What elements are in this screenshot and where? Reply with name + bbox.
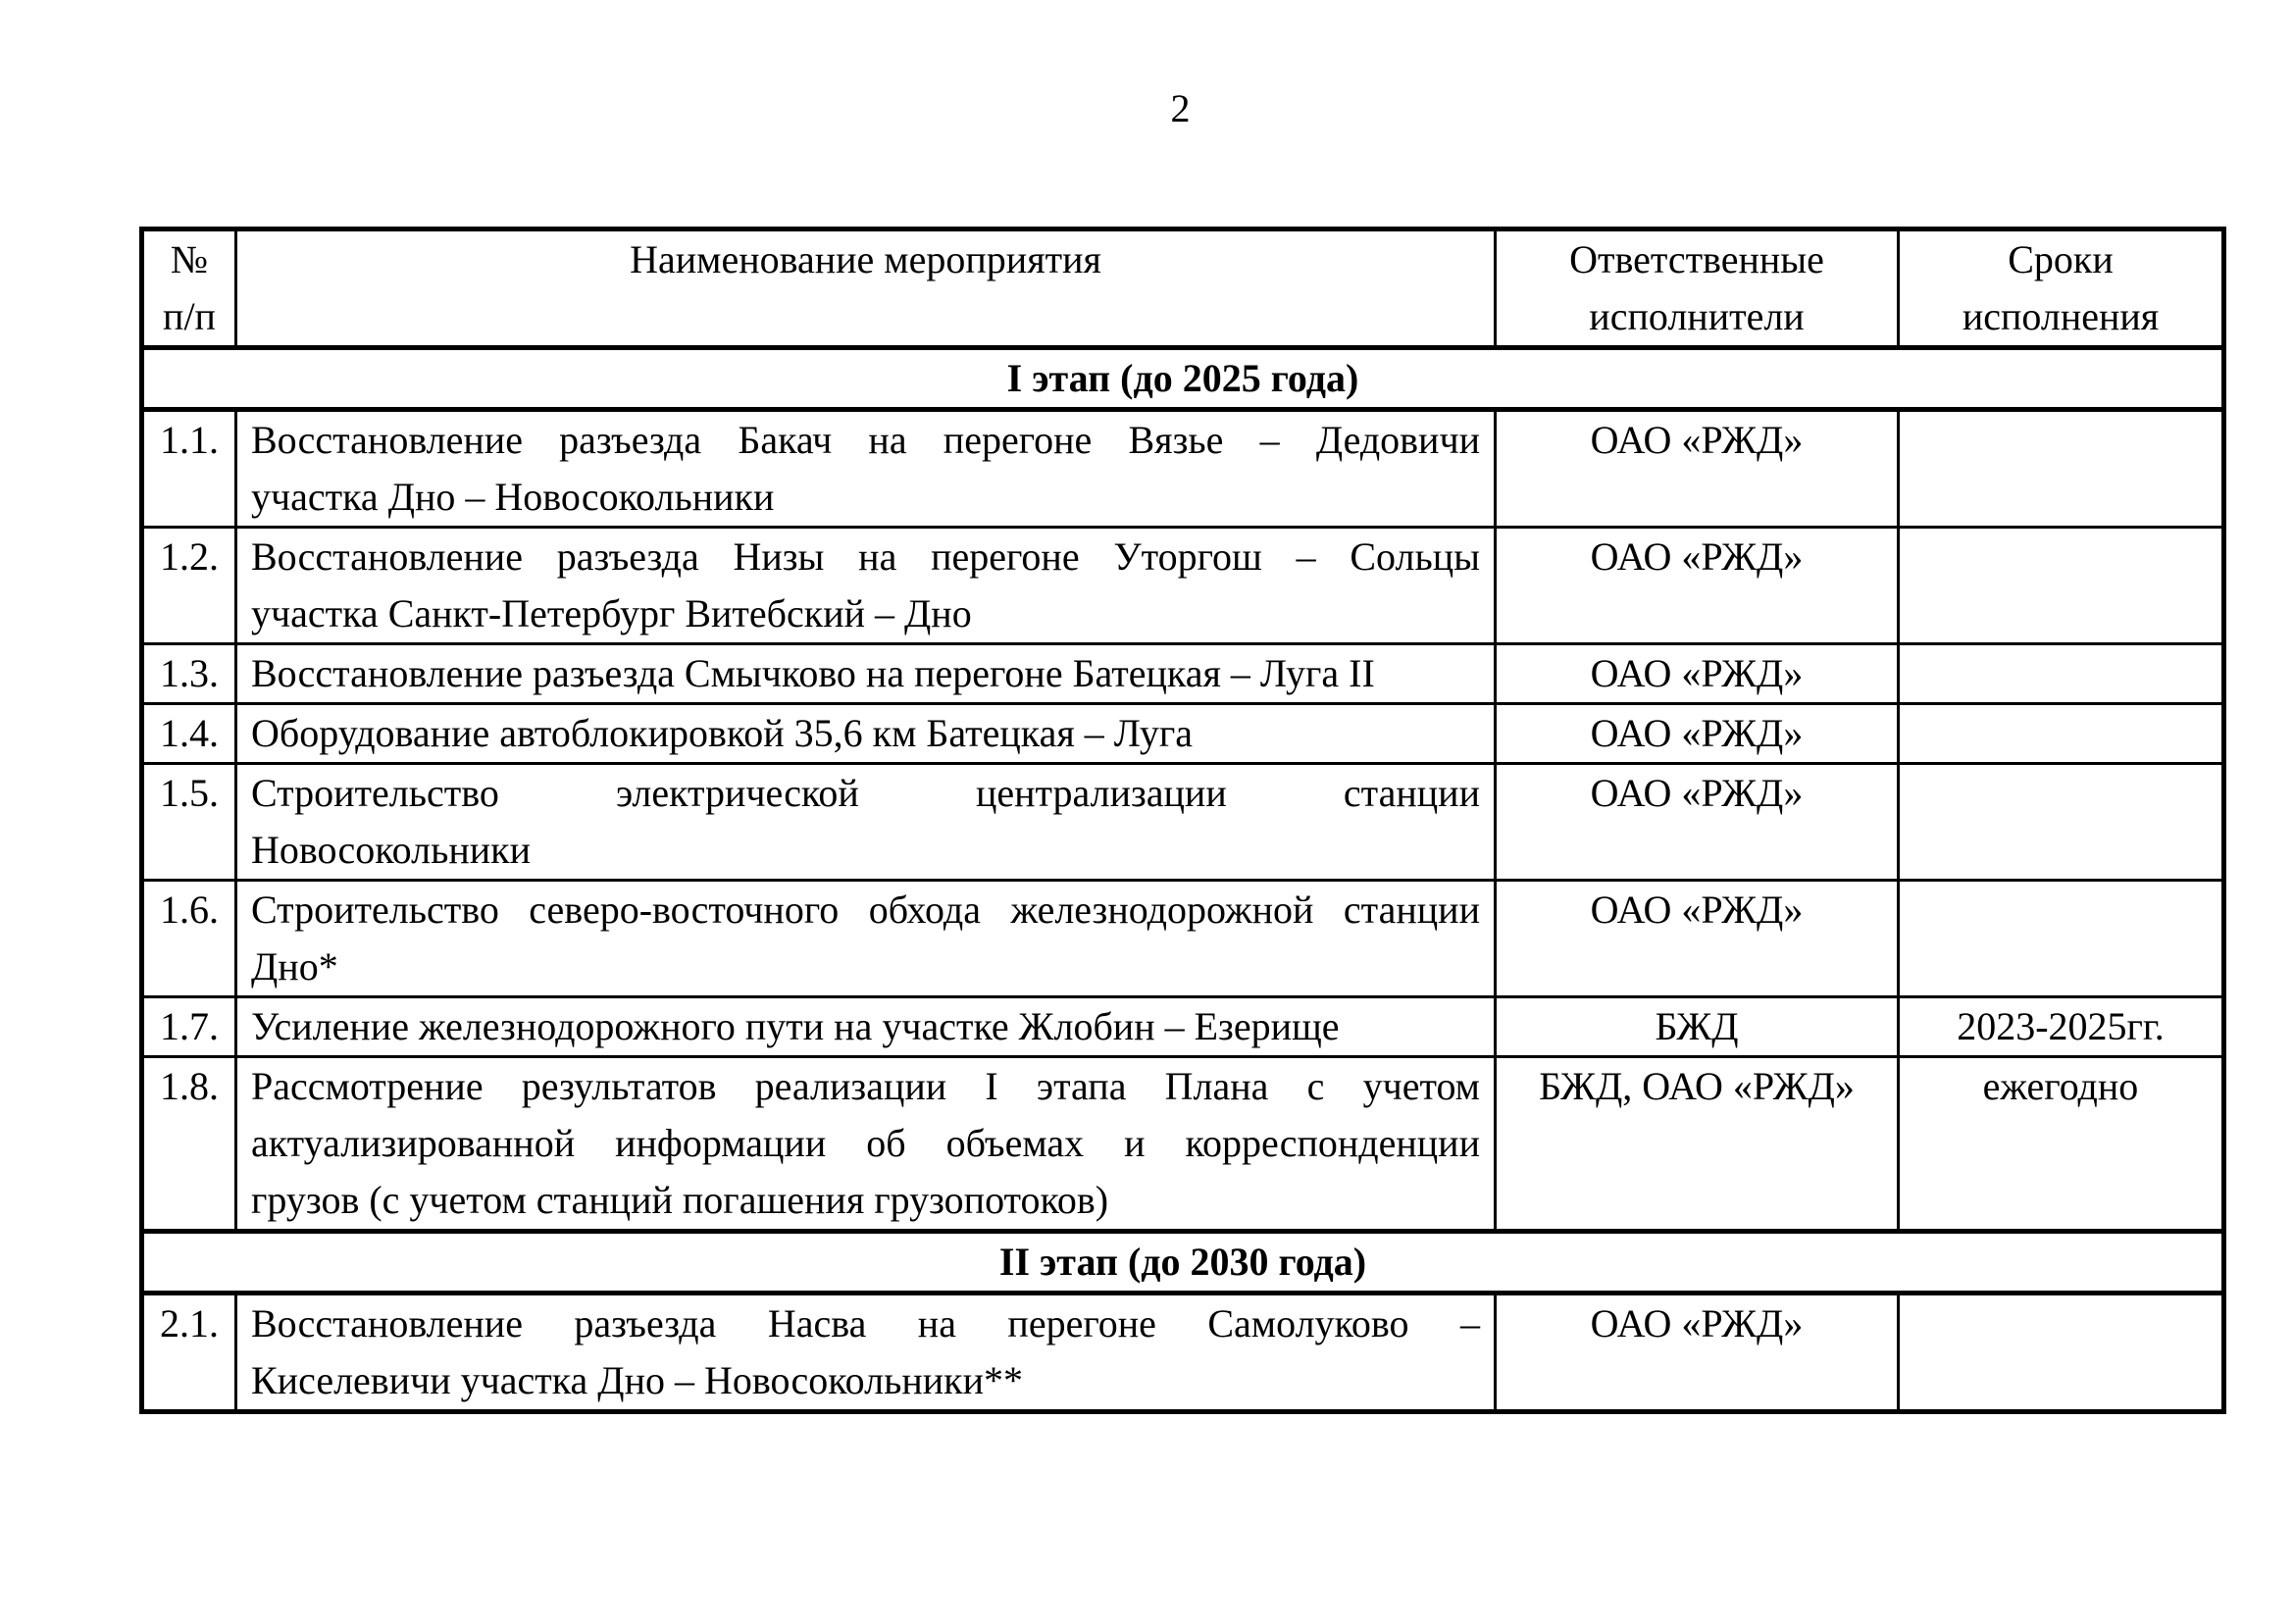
measure-name-line: Рассмотрение результатов реализации I этапа Плана с учетом: [251, 1064, 1480, 1108]
col-header-terms: [1899, 229, 2224, 348]
measure-name-line: Дно*: [251, 944, 338, 989]
row-number-cell: 1.8.: [142, 1057, 236, 1232]
table-row: [142, 1057, 2224, 1232]
terms-cell: [1899, 644, 2224, 704]
responsible-cell: ОАО «РЖД»: [1496, 704, 1899, 764]
measure-name-cell: [236, 1057, 1496, 1232]
section-title: II этап (до 2030 года): [142, 1232, 2224, 1294]
table-row: [142, 644, 2224, 704]
col-header-num: [142, 229, 236, 348]
responsible-cell: БЖД, ОАО «РЖД»: [1496, 1057, 1899, 1232]
row-number-cell: 2.1.: [142, 1294, 236, 1412]
table-row: [142, 410, 2224, 528]
terms-cell: [1899, 881, 2224, 997]
measure-name-line: Оборудование автоблокировкой 35,6 км Батецкая – Луга: [251, 711, 1194, 755]
measure-name-line: актуализированной информации об объемах и корреспонденции: [251, 1121, 1480, 1165]
row-number-cell: 1.7.: [142, 997, 236, 1057]
section-title: I этап (до 2025 года): [142, 348, 2224, 410]
row-number-cell: 1.2.: [142, 528, 236, 644]
col-header-terms-line1: Сроки: [2008, 237, 2114, 281]
row-number-cell: 1.4.: [142, 704, 236, 764]
terms-cell: [1899, 704, 2224, 764]
responsible-cell: ОАО «РЖД»: [1496, 881, 1899, 997]
col-header-num-line1: №: [170, 237, 209, 281]
measure-name-line: Усиление железнодорожного пути на участке Жлобин – Езерище: [251, 1004, 1340, 1048]
measure-name-line: Новосокольники: [251, 828, 531, 872]
measure-name-line: Киселевичи участка Дно – Новосокольники**: [251, 1358, 1023, 1402]
responsible-cell: БЖД: [1496, 997, 1899, 1057]
terms-cell: [1899, 410, 2224, 528]
measure-name-cell: [236, 528, 1496, 644]
measure-name-line: Восстановление разъезда Смычково на перегоне Батецкая – Луга II: [251, 651, 1375, 695]
measure-name-line: Строительство электрической централизации станции: [251, 771, 1480, 815]
responsible-cell: ОАО «РЖД»: [1496, 410, 1899, 528]
row-number-cell: 1.3.: [142, 644, 236, 704]
terms-cell: [1899, 1294, 2224, 1412]
measure-name-line: Восстановление разъезда Бакач на перегоне Вязье – Дедовичи: [251, 418, 1480, 462]
measure-name-line: участка Дно – Новосокольники: [251, 475, 775, 519]
measure-name-line: участка Санкт-Петербург Витебский – Дно: [251, 591, 972, 635]
responsible-cell: ОАО «РЖД»: [1496, 644, 1899, 704]
measure-name-cell: [236, 644, 1496, 704]
section-row: [142, 348, 2224, 410]
measure-name-cell: [236, 1294, 1496, 1412]
responsible-cell: ОАО «РЖД»: [1496, 764, 1899, 881]
table-body: [142, 348, 2224, 1412]
col-header-responsible: [1496, 229, 1899, 348]
col-header-num-line2: п/п: [163, 294, 216, 338]
table-header-row: [142, 229, 2224, 348]
measure-name-line: Восстановление разъезда Низы на перегоне Уторгош – Сольцы: [251, 534, 1480, 579]
measures-table: [139, 227, 2226, 1414]
col-header-name-line1: Наименование мероприятия: [630, 237, 1101, 281]
table-row: [142, 881, 2224, 997]
responsible-cell: ОАО «РЖД»: [1496, 528, 1899, 644]
measure-name-cell: [236, 410, 1496, 528]
measure-name-line: грузов (с учетом станций погашения грузопотоков): [251, 1178, 1109, 1222]
terms-cell: 2023-2025гг.: [1899, 997, 2224, 1057]
col-header-terms-line2: исполнения: [1962, 294, 2160, 338]
table-row: [142, 764, 2224, 881]
measure-name-line: Строительство северо-восточного обхода железнодорожной станции: [251, 888, 1480, 932]
table-row: [142, 528, 2224, 644]
col-header-name: [236, 229, 1496, 348]
col-header-responsible-line1: Ответственные: [1569, 237, 1824, 281]
row-number-cell: 1.1.: [142, 410, 236, 528]
section-row: [142, 1232, 2224, 1294]
table-row: [142, 997, 2224, 1057]
measure-name-cell: [236, 704, 1496, 764]
col-header-responsible-line2: исполнители: [1589, 294, 1805, 338]
page-number: 2: [1170, 86, 1191, 130]
table-row: [142, 1294, 2224, 1412]
row-number-cell: 1.6.: [142, 881, 236, 997]
table-row: [142, 704, 2224, 764]
terms-cell: [1899, 764, 2224, 881]
measure-name-line: Восстановление разъезда Насва на перегоне Самолуково –: [251, 1301, 1480, 1345]
measure-name-cell: [236, 764, 1496, 881]
terms-cell: [1899, 528, 2224, 644]
measure-name-cell: [236, 997, 1496, 1057]
responsible-cell: ОАО «РЖД»: [1496, 1294, 1899, 1412]
terms-cell: ежегодно: [1899, 1057, 2224, 1232]
measure-name-cell: [236, 881, 1496, 997]
row-number-cell: 1.5.: [142, 764, 236, 881]
